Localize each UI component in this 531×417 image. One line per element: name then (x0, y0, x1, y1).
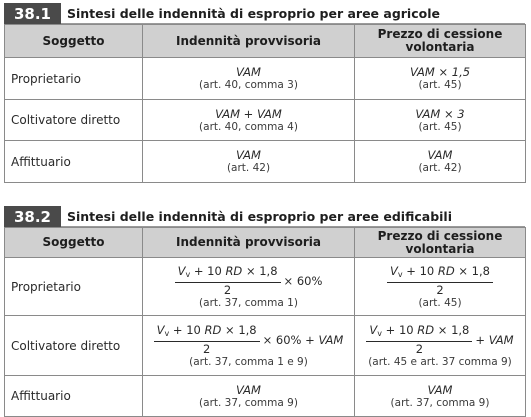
formula-text: VAM (236, 148, 261, 162)
formula (366, 324, 513, 356)
table-number: 38.2 (4, 206, 61, 227)
cell-indennita (143, 141, 355, 183)
fraction-numerator: $V_v + 10$ RD × 1,8 (175, 265, 281, 283)
article-ref: (art. 37, comma 9) (199, 396, 298, 409)
data-table (4, 24, 526, 183)
table-row (5, 100, 526, 141)
cell-soggetto: Coltivatore diretto (5, 316, 143, 376)
formula-text: VAM (427, 148, 453, 162)
table-title: Sintesi delle indennità di esproprio per aree agricole (61, 3, 525, 24)
article-ref: (art. 37, comma 1) (199, 296, 298, 309)
formula (387, 265, 493, 297)
table-row (5, 258, 526, 316)
article-ref: (art. 40, comma 4) (199, 120, 298, 133)
table-38-1 (4, 3, 525, 183)
cell-soggetto: Coltivatore diretto (5, 100, 143, 141)
article-ref: (art. 45) (418, 120, 462, 133)
cell-indennita (143, 100, 355, 141)
fraction (387, 265, 493, 297)
fraction-denominator: 2 (223, 282, 232, 297)
cell-indennita (143, 316, 355, 376)
cell-soggetto: Affittuario (5, 141, 143, 183)
cell-soggetto: Proprietario (5, 58, 143, 100)
article-ref: (art. 42) (226, 162, 271, 174)
formula-text: VAM × 3 (415, 106, 465, 121)
header-soggetto: Soggetto (5, 228, 143, 258)
header-soggetto: Soggetto (5, 25, 143, 58)
article-ref: (art. 37, comma 9) (390, 396, 490, 409)
table-title-row (4, 206, 525, 227)
article-ref: (art. 45 e art. 37 comma 9) (368, 355, 512, 368)
header-row (5, 228, 526, 258)
cell-indennita (143, 58, 355, 100)
header-indennita-provvisoria: Indennità provvisoria (143, 25, 355, 58)
cell-prezzo (355, 100, 526, 141)
cell-prezzo (355, 141, 526, 183)
formula (154, 324, 344, 356)
header-prezzo-line1: Prezzo di cessione (377, 228, 503, 243)
fraction-numerator: $V_v + 10$ RD × 1,8 (154, 324, 260, 342)
fraction (154, 324, 260, 356)
formula-suffix: + VAM (475, 332, 514, 347)
cell-prezzo (355, 58, 526, 100)
header-prezzo-line2: volontaria (405, 40, 475, 54)
article-ref: (art. 40, comma 3) (199, 79, 298, 91)
formula (175, 265, 323, 297)
header-prezzo-cessione (355, 25, 526, 58)
article-ref: (art. 42) (418, 162, 462, 174)
cell-indennita (143, 258, 355, 316)
table-row (5, 316, 526, 376)
cell-indennita (143, 376, 355, 417)
fraction-numerator: $V_v + 10$ RD × 1,8 (366, 324, 472, 342)
article-ref: (art. 37, comma 1 e 9) (189, 355, 308, 368)
header-prezzo-line2: volontaria (405, 241, 475, 256)
header-indennita-provvisoria: Indennità provvisoria (143, 228, 355, 258)
cell-soggetto: Affittuario (5, 376, 143, 417)
fraction-denominator: 2 (415, 341, 424, 356)
header-prezzo-cessione (355, 228, 526, 258)
formula-text: VAM + VAM (215, 106, 282, 121)
table-row (5, 141, 526, 183)
formula-text: VAM (427, 382, 453, 397)
cell-prezzo (355, 376, 526, 417)
formula-suffix: × 60% + VAM (262, 332, 344, 347)
cell-prezzo (355, 258, 526, 316)
fraction-denominator: 2 (202, 341, 211, 356)
table-title-row (4, 3, 525, 24)
cell-prezzo (355, 316, 526, 376)
table-38-2 (4, 206, 525, 417)
fraction-denominator: 2 (436, 282, 444, 297)
fraction (175, 265, 281, 297)
data-table (4, 227, 526, 417)
fraction (366, 324, 472, 356)
formula-text: VAM (236, 65, 261, 79)
table-number: 38.1 (4, 3, 61, 24)
fraction-numerator: $V_v + 10$ RD × 1,8 (387, 265, 493, 283)
cell-soggetto: Proprietario (5, 258, 143, 316)
table-title: Sintesi delle indennità di esproprio per aree edificabili (61, 206, 525, 227)
table-row (5, 376, 526, 417)
header-row (5, 25, 526, 58)
header-prezzo-line1: Prezzo di cessione (377, 27, 503, 41)
formula-text: VAM (236, 382, 261, 397)
formula-text: VAM × 1,5 (409, 65, 471, 79)
article-ref: (art. 45) (418, 79, 462, 91)
formula-suffix: × 60% (283, 273, 323, 288)
article-ref: (art. 45) (418, 296, 462, 309)
table-row (5, 58, 526, 100)
